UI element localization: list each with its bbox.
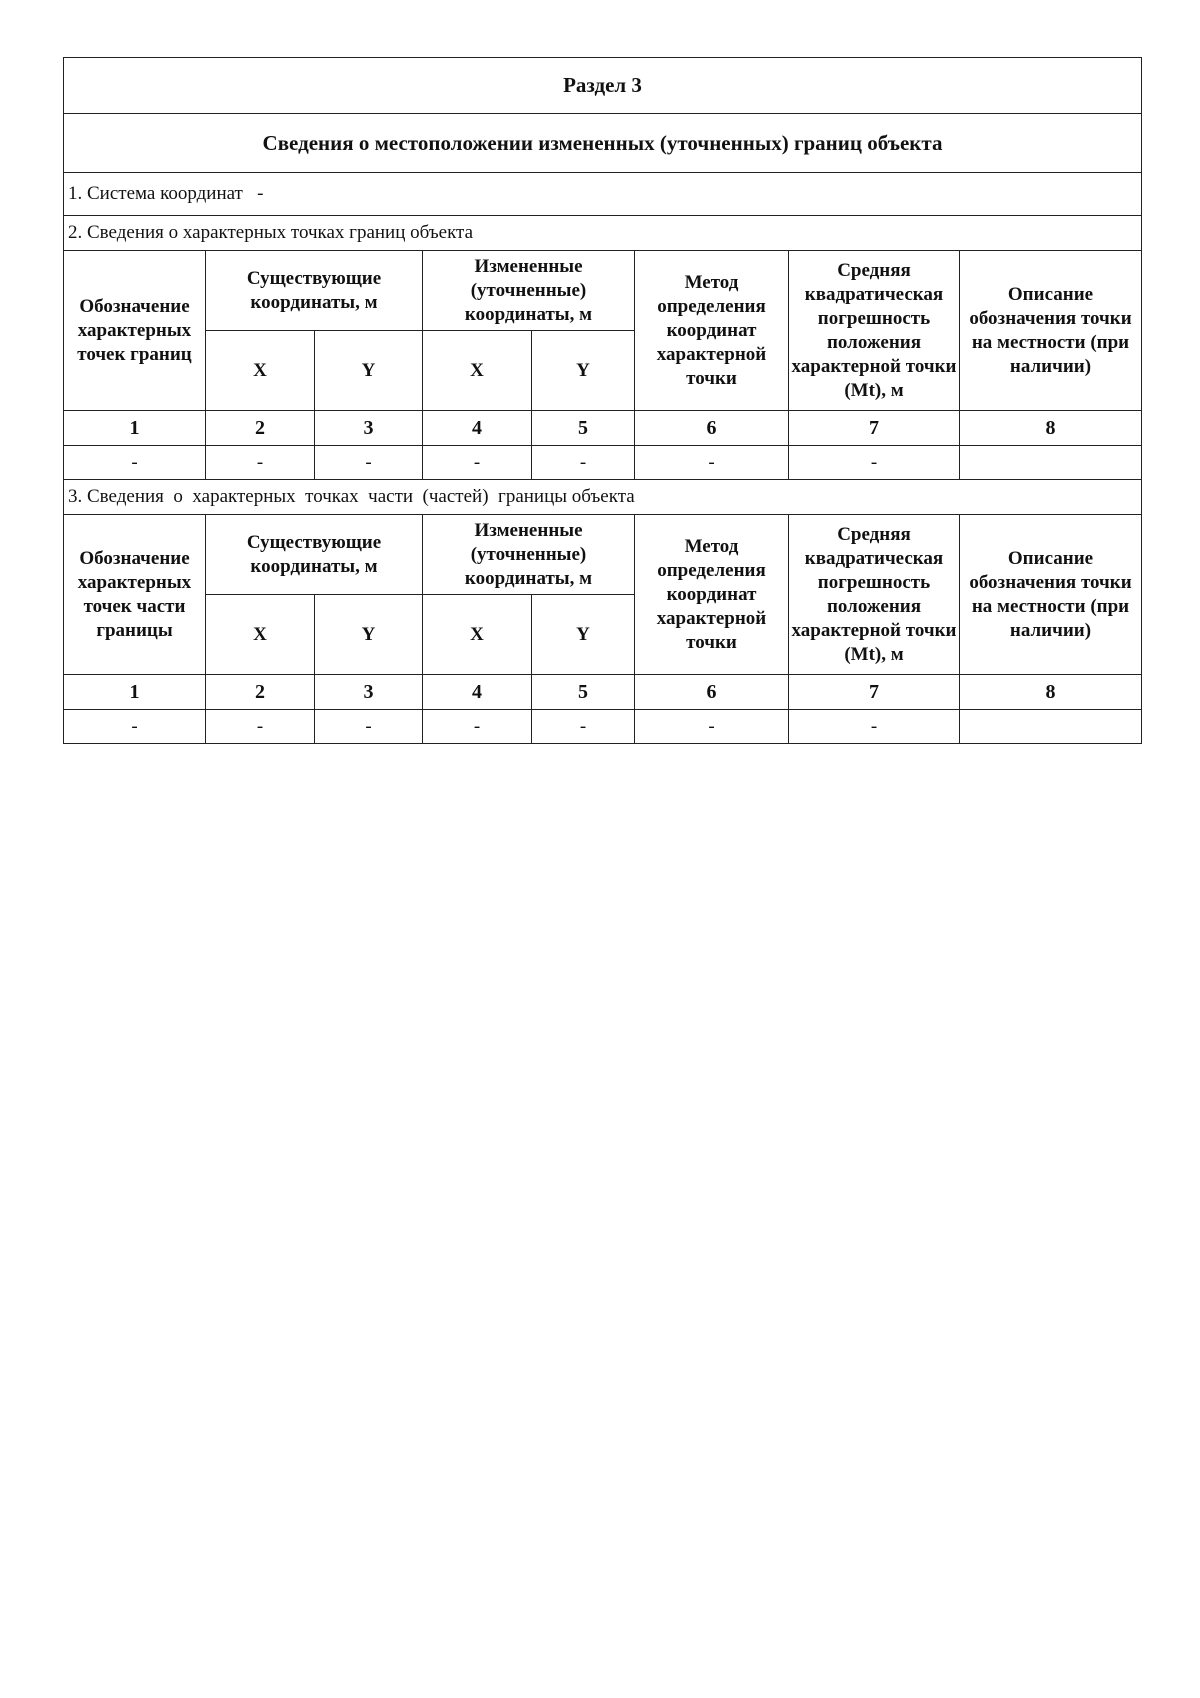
table-cell: - [423, 446, 532, 480]
header-changed-x: X [423, 331, 532, 411]
header-existing-y: Y [315, 595, 423, 675]
header-error: Средняя квадратическая погрешность положения характерной точки (Mt), м [789, 251, 960, 411]
table-cell: - [532, 710, 635, 744]
column-number: 6 [635, 411, 789, 446]
header-existing-x: X [206, 595, 315, 675]
column-number: 2 [206, 411, 315, 446]
coordinate-system-value: - [257, 183, 264, 204]
column-number: 5 [532, 411, 635, 446]
header-method: Метод определения координат характерной точки [635, 251, 789, 411]
column-number: 6 [635, 675, 789, 710]
column-numbers-row [64, 675, 1142, 710]
table-cell: - [315, 446, 423, 480]
section-table [63, 57, 1142, 744]
header-changed-y: Y [532, 331, 635, 411]
table-row [64, 446, 1142, 480]
table-cell: - [315, 710, 423, 744]
points-table-heading: 2. Сведения о характерных точках границ объекта [64, 216, 1142, 251]
header-changed-coords: Измененные (уточненные) координаты, м [423, 251, 635, 331]
table-cell: - [789, 710, 960, 744]
header-existing-y: Y [315, 331, 423, 411]
column-numbers-row [64, 411, 1142, 446]
column-number: 7 [789, 411, 960, 446]
column-number: 1 [64, 675, 206, 710]
column-number: 5 [532, 675, 635, 710]
header-designation: Обозначение характерных точек части границы [64, 515, 206, 675]
header-description: Описание обозначения точки на местности (при наличии) [960, 515, 1142, 675]
header-method: Метод определения координат характерной точки [635, 515, 789, 675]
column-number: 3 [315, 411, 423, 446]
header-changed-coords: Измененные (уточненные) координаты, м [423, 515, 635, 595]
header-existing-x: X [206, 331, 315, 411]
header-error: Средняя квадратическая погрешность положения характерной точки (Mt), м [789, 515, 960, 675]
table-cell: - [206, 446, 315, 480]
section-title: Раздел 3 [64, 58, 1142, 114]
table-cell: - [64, 446, 206, 480]
header-changed-x: X [423, 595, 532, 675]
header-description: Описание обозначения точки на местности (при наличии) [960, 251, 1142, 411]
column-number: 1 [64, 411, 206, 446]
header-existing-coords: Существующие координаты, м [206, 251, 423, 331]
column-number: 8 [960, 675, 1142, 710]
table-row [64, 710, 1142, 744]
section-subtitle: Сведения о местоположении измененных (уточненных) границ объекта [64, 114, 1142, 173]
column-number: 2 [206, 675, 315, 710]
table-cell: - [789, 446, 960, 480]
column-number: 3 [315, 675, 423, 710]
part-points-table-heading: 3. Сведения о характерных точках части (частей) границы объекта [64, 480, 1142, 515]
table-cell: - [64, 710, 206, 744]
column-number: 8 [960, 411, 1142, 446]
column-number: 4 [423, 411, 532, 446]
coordinate-system-label: 1. Система координат [68, 183, 243, 204]
table-cell [960, 710, 1142, 744]
table-cell [960, 446, 1142, 480]
table-cell: - [206, 710, 315, 744]
table-cell: - [635, 710, 789, 744]
coordinate-system-row [64, 173, 1142, 216]
header-changed-y: Y [532, 595, 635, 675]
table-cell: - [635, 446, 789, 480]
column-number: 7 [789, 675, 960, 710]
header-designation: Обозначение характерных точек границ [64, 251, 206, 411]
table-cell: - [532, 446, 635, 480]
table-cell: - [423, 710, 532, 744]
header-existing-coords: Существующие координаты, м [206, 515, 423, 595]
column-number: 4 [423, 675, 532, 710]
